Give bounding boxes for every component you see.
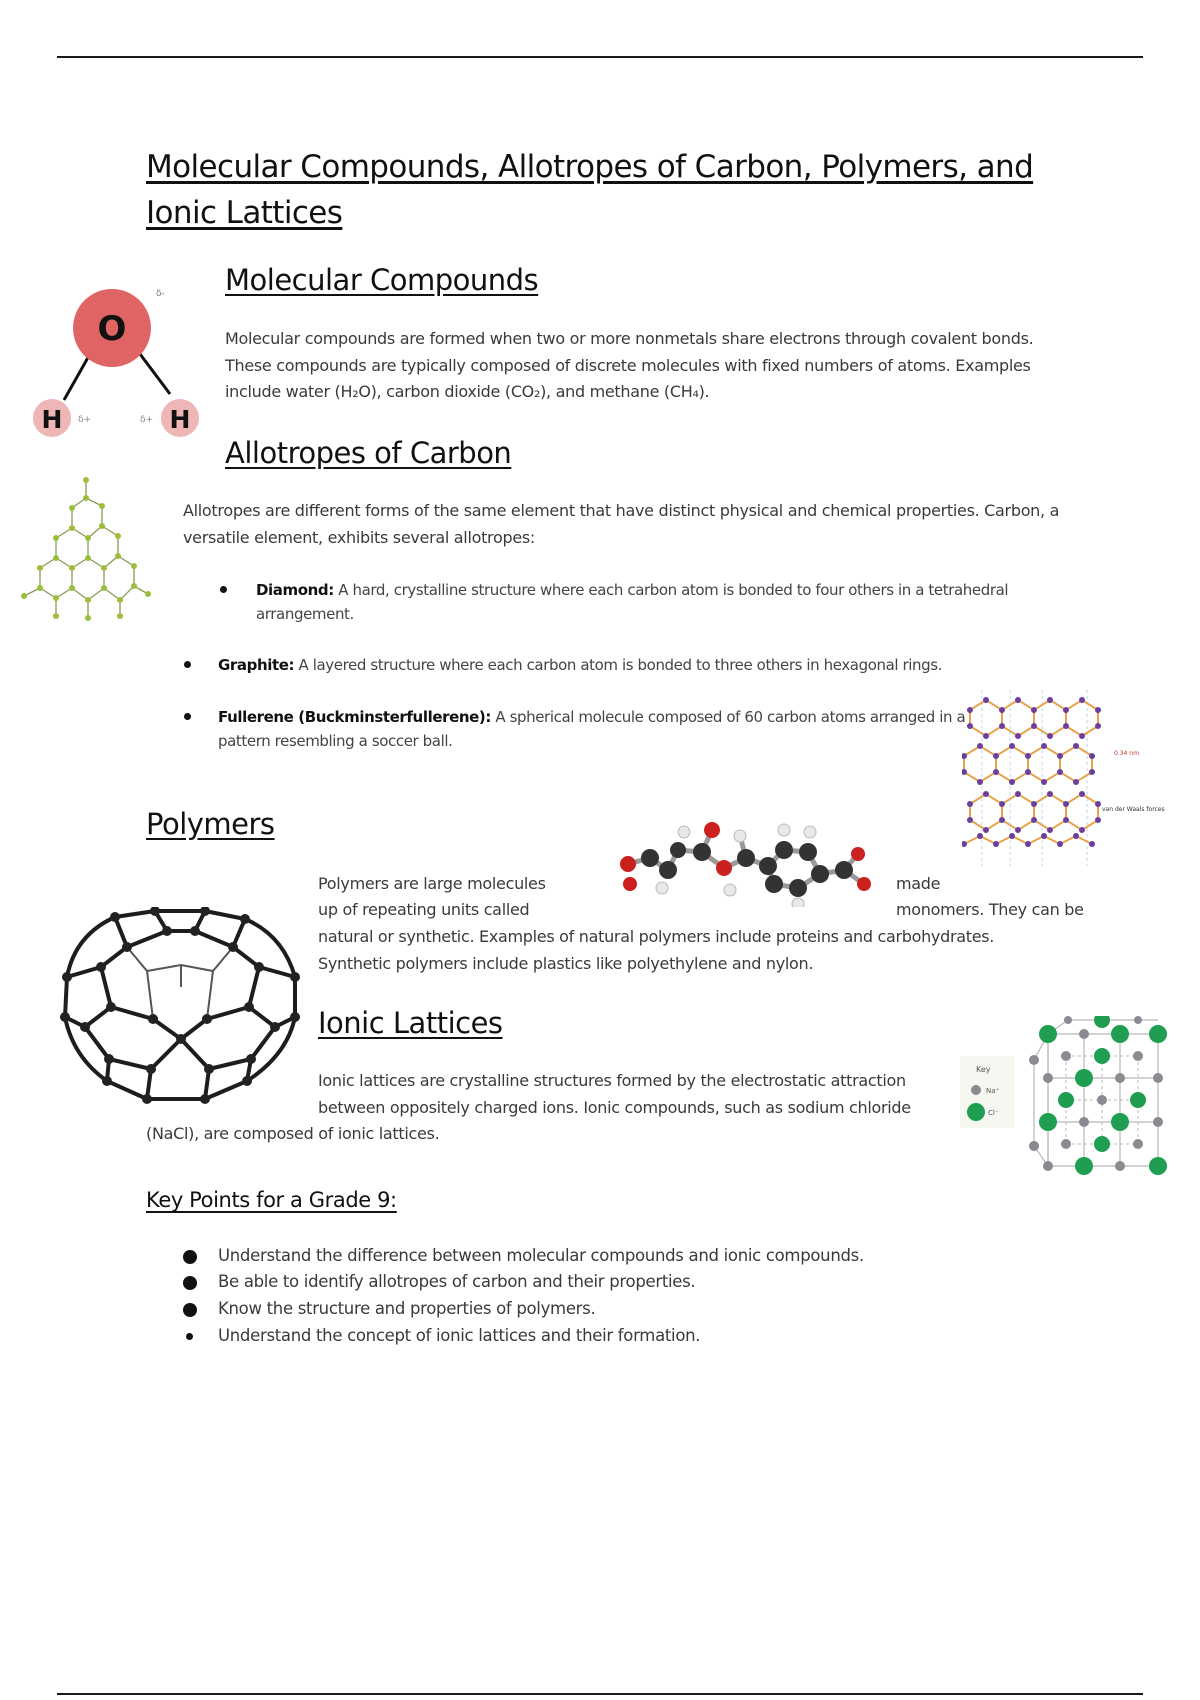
top-rule xyxy=(57,56,1143,58)
graphite-structure-diagram xyxy=(962,686,1192,871)
oxygen-charge: δ- xyxy=(156,289,165,299)
paragraph-line: Molecular compounds are formed when two or more nonmetals share electrons through covalent bonds. xyxy=(225,329,1034,348)
bullet-term: Diamond: xyxy=(256,581,334,599)
polymers-line2-left: up of repeating units called xyxy=(318,900,530,919)
fullerene-cage xyxy=(65,911,295,1099)
hydrogen-right-charge: δ+ xyxy=(140,415,154,425)
key-sodium-label: Na⁺ xyxy=(986,1087,1000,1095)
bullet-term: Graphite: xyxy=(218,656,295,674)
polymers-heading: Polymers xyxy=(146,807,275,841)
ionic-line2: between oppositely charged ions. Ionic compounds, such as sodium chloride xyxy=(318,1098,911,1117)
key-point-item: Know the structure and properties of polymers. xyxy=(218,1299,596,1318)
bullet-text: A spherical molecule composed of 60 carbon atoms arranged in a xyxy=(495,708,966,726)
graphite-atoms xyxy=(962,697,1101,847)
paragraph-line: Allotropes are different forms of the same element that have distinct physical and chemical properties. Carbon, a xyxy=(183,501,1060,520)
key-points-heading: Key Points for a Grade 9: xyxy=(146,1188,397,1212)
bullet-text: A hard, crystalline structure where each carbon atom is bonded to four others in a tetrahedral xyxy=(338,581,1009,599)
hydrogen-left-label: H xyxy=(41,405,63,434)
bullet-line xyxy=(218,705,978,729)
ionic-line3: (NaCl), are composed of ionic lattices. xyxy=(146,1124,440,1143)
water-molecule-diagram xyxy=(20,262,210,442)
bullet-dot xyxy=(184,661,191,668)
fullerene-back-faces xyxy=(127,947,233,1019)
lattice-ions xyxy=(1029,1016,1167,1175)
bullet-text: A layered structure where each carbon atom is bonded to three others in hexagonal rings. xyxy=(298,656,943,674)
bullet-dot xyxy=(184,713,191,720)
diamond-atoms xyxy=(21,477,151,621)
bond-line xyxy=(64,354,90,400)
document-title: Molecular Compounds, Allotropes of Carbon, Polymers, and Ionic Lattices xyxy=(146,149,1034,231)
ionic-line1: Ionic lattices are crystalline structures formed by the electrostatic attraction xyxy=(318,1071,906,1090)
hydrogen-right-label: H xyxy=(169,405,191,434)
lattice-key-title: Key xyxy=(976,1065,991,1074)
bullet-continuation: arrangement. xyxy=(256,605,354,623)
polymers-line2-right: monomers. They can be xyxy=(896,900,1084,919)
bond-line xyxy=(140,354,170,394)
bullet-continuation: pattern resembling a soccer ball. xyxy=(218,732,453,750)
bullet-dot xyxy=(220,586,227,593)
key-point-item: Be able to identify allotropes of carbon and their properties. xyxy=(218,1272,696,1291)
key-point-item: Understand the concept of ionic lattices and their formation. xyxy=(218,1326,701,1345)
key-chlorine-label: Cl⁻ xyxy=(988,1109,999,1117)
key-chlorine-swatch xyxy=(967,1103,985,1121)
bottom-rule xyxy=(57,1693,1143,1695)
fullerene-buckyball-diagram xyxy=(55,907,305,1107)
paragraph-line: versatile element, exhibits several allotropes: xyxy=(183,527,535,547)
graphite-forces-label: van der Waals forces xyxy=(1102,806,1165,813)
ionic-lattices-heading: Ionic Lattices xyxy=(318,1006,503,1040)
key-point-bullet xyxy=(183,1303,197,1317)
graphite-spacing-label: 0.34 nm xyxy=(1114,750,1139,757)
polymers-line1-right: made xyxy=(896,874,941,893)
allotrope-item-fullerene xyxy=(218,705,978,753)
paragraph-line: These compounds are typically composed of discrete molecules with fixed numbers of atoms. Examples xyxy=(225,355,1031,375)
bullet-term: Fullerene (Buckminsterfullerene): xyxy=(218,708,491,726)
allotropes-heading: Allotropes of Carbon xyxy=(225,436,512,470)
polymers-line3: natural or synthetic. Examples of natural polymers include proteins and carbohydrates. xyxy=(318,927,995,946)
hydrogen-left-charge: δ+ xyxy=(78,415,92,425)
diamond-structure-diagram xyxy=(18,476,158,636)
allotrope-item-graphite xyxy=(218,653,978,677)
key-point-item: Understand the difference between molecular compounds and ionic compounds. xyxy=(218,1246,864,1265)
bullet-line xyxy=(218,653,978,677)
polymers-line4: Synthetic polymers include plastics like polyethylene and nylon. xyxy=(318,954,814,973)
key-point-bullet xyxy=(183,1250,197,1264)
polymers-line1-left: Polymers are large molecules xyxy=(318,874,546,893)
paragraph-line: include water (H₂O), carbon dioxide (CO₂), and methane (CH₄). xyxy=(225,382,710,401)
key-point-bullet xyxy=(186,1333,193,1340)
key-sodium-swatch xyxy=(971,1085,981,1095)
nacl-lattice-diagram xyxy=(958,1016,1168,1184)
key-point-bullet xyxy=(183,1276,197,1290)
molecular-compounds-heading: Molecular Compounds xyxy=(225,263,539,297)
polymer-ball-stick-model xyxy=(612,812,882,907)
bullet-line xyxy=(256,578,1056,602)
oxygen-label: O xyxy=(97,309,127,349)
allotropes-intro xyxy=(183,498,1103,551)
allotrope-item-diamond xyxy=(256,578,1056,626)
molecular-compounds-paragraph xyxy=(225,326,1125,406)
